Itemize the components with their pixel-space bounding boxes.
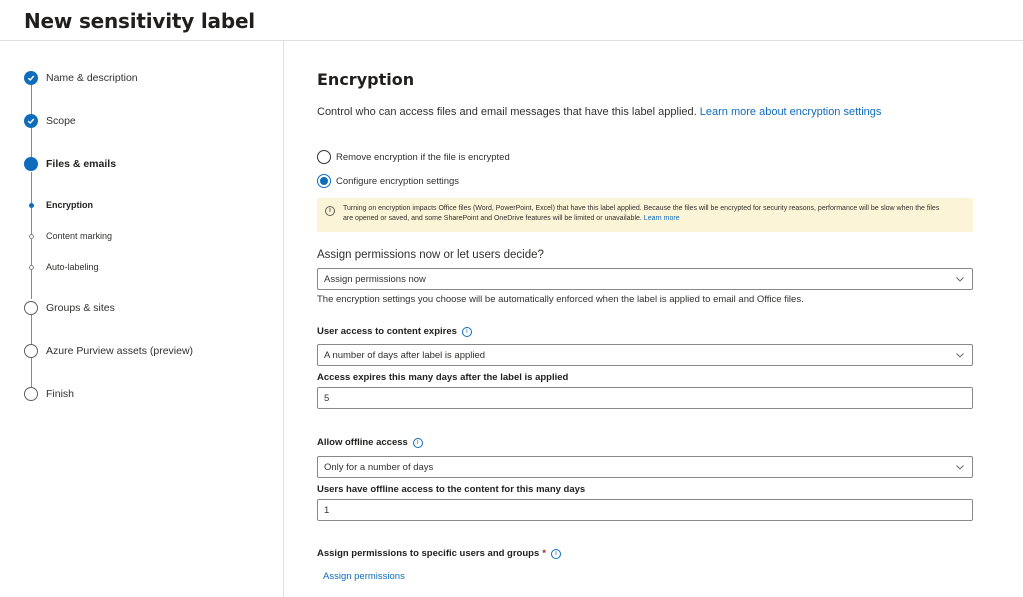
checkmark-icon [24,71,38,85]
remove-encryption-radio[interactable] [317,150,510,164]
assign-permissions-help: The encryption settings you choose will be automatically enforced when the label is applied to email and Office files. [317,294,804,305]
radio-label: Configure encryption settings [336,175,460,187]
step-label: Scope [46,115,76,127]
info-icon: i [325,206,335,216]
step-finish[interactable] [24,387,74,401]
step-label: Azure Purview assets (preview) [46,345,194,357]
section-title: Encryption [317,70,415,89]
offline-field-label [317,437,423,448]
step-azure-purview[interactable] [24,344,193,358]
configure-encryption-radio[interactable] [317,174,459,188]
expires-label-text: User access to content expires [317,326,457,337]
step-groups-sites[interactable] [24,301,115,315]
substep-encryption[interactable] [29,200,93,210]
info-icon[interactable]: i [413,438,423,448]
current-step-icon [24,157,38,171]
chevron-down-icon [956,351,964,359]
dropdown-value: Assign permissions now [324,273,426,285]
dropdown-value: A number of days after label is applied [324,349,486,361]
pending-substep-icon [29,265,34,270]
offline-label-text: Allow offline access [317,437,408,448]
dropdown-value: Only for a number of days [324,461,434,473]
access-expires-dropdown[interactable] [317,344,973,366]
step-scope[interactable] [24,114,76,128]
step-label: Groups & sites [46,302,115,314]
pending-substep-icon [29,234,34,239]
step-connector [31,85,32,116]
checkmark-icon [24,114,38,128]
page-header [0,0,1023,41]
expires-days-input[interactable] [317,387,973,409]
description-text: Control who can access files and email messages that have this label applied. [317,106,697,118]
pending-step-icon [24,387,38,401]
offline-days-input[interactable] [317,499,973,521]
step-files-emails[interactable] [24,157,116,171]
substep-content-marking[interactable] [29,231,112,241]
step-label: Name & description [46,72,138,84]
warning-message: Turning on encryption impacts Office files (Word, PowerPoint, Excel) that have this label applied. Because the files will be encrypted for security reasons, performance will be slow when the files are opened or saved, and some SharePoint and OneDrive features will be limited or unavailable. [343,205,940,222]
substep-label: Auto-labeling [46,262,99,272]
assign-permissions-question: Assign permissions now or let users decide? [317,249,544,261]
step-connector [31,128,32,159]
substep-label: Encryption [46,200,94,210]
current-substep-icon [29,203,34,208]
assign-permissions-dropdown[interactable] [317,268,973,290]
encryption-warning-banner [317,198,973,232]
radio-label: Remove encryption if the file is encrypted [336,151,510,163]
learn-more-encryption-link[interactable]: Learn more about encryption settings [699,106,882,118]
step-label: Files & emails [46,158,117,170]
radio-checked-icon [317,174,331,188]
required-marker: * [542,548,546,559]
offline-access-dropdown[interactable] [317,456,973,478]
section-description [317,106,881,118]
warning-text [343,204,943,232]
info-icon[interactable]: i [551,549,561,559]
step-name-description[interactable] [24,71,138,85]
pending-step-icon [24,301,38,315]
wizard-steps-sidebar [0,41,284,597]
input-value: 1 [324,504,330,516]
radio-unchecked-icon [317,150,331,164]
expires-field-label [317,326,472,337]
permissions-label-text: Assign permissions to specific users and groups [317,548,540,559]
permissions-field-label [317,548,561,559]
info-icon[interactable]: i [462,327,472,337]
substep-label: Content marking [46,231,113,241]
expires-days-label: Access expires this many days after the label is applied [317,372,569,383]
chevron-down-icon [956,275,964,283]
assign-permissions-link[interactable]: Assign permissions [323,571,405,582]
substep-auto-labeling[interactable] [29,262,99,272]
chevron-down-icon [956,463,964,471]
step-label: Finish [46,388,75,400]
offline-days-label: Users have offline access to the content for this many days [317,484,586,495]
input-value: 5 [324,392,330,404]
warning-learn-more-link[interactable]: Learn more [643,214,680,222]
pending-step-icon [24,344,38,358]
page-title: New sensitivity label [24,9,255,33]
